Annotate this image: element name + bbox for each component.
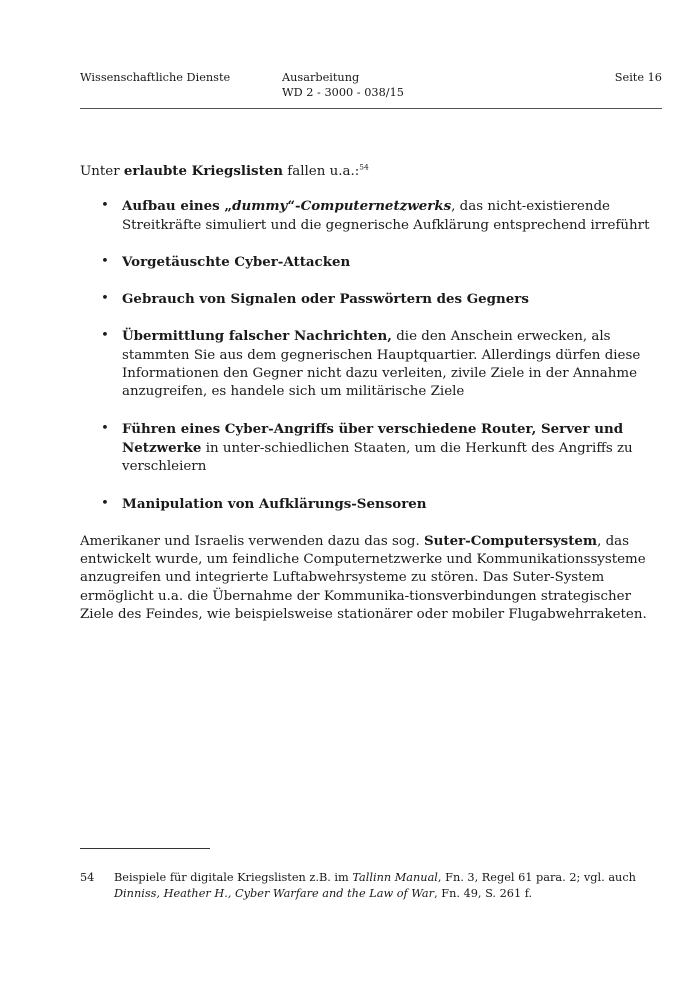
footnote-part: , Fn. 3, Regel 61 para. 2; vgl. auch (437, 871, 636, 884)
bullet-marker: • (101, 198, 109, 214)
list-item (80, 290, 665, 309)
bullet-marker: • (101, 420, 109, 436)
list-item-bold: Manipulation von Aufklärungs-Sensoren (122, 495, 427, 512)
kriegslisten-list (80, 197, 665, 514)
list-item-bold: Führen eines Cyber-Angriffs über verschiedene Router, Server und Netzwerke (122, 420, 624, 456)
list-item-bold: Gebrauch von Signalen oder Passwörtern des Gegners (122, 291, 529, 308)
footnote-part: Beispiele für digitale Kriegslisten z.B. im (114, 871, 353, 884)
list-item-bold: “- (287, 198, 301, 215)
header-doc-type: Ausarbeitung (282, 71, 360, 84)
list-item-text: die den Anschein erwecken, als stammten Sie aus dem gegnerischen Hauptquartier. Allerdings dürfen diese Informationen den Gegner nicht dazu verleiten, zivile Ziele in der Annahme anzugreifen, es handele sich um militärische Ziele (122, 329, 641, 400)
header-department: Wissenschaftliche Dienste (80, 71, 231, 84)
intro-post: fallen u.a.: (283, 164, 360, 179)
footnote-separator (80, 848, 210, 849)
page-header (80, 70, 662, 110)
header-page-number: Seite 16 (614, 71, 662, 84)
list-item-bold-italic: dummy (232, 198, 288, 215)
footnote-italic: Tallinn Manual (352, 871, 438, 884)
paragraph-pre: Amerikaner und Israelis verwenden dazu das sog. (80, 533, 424, 549)
intro-bold: erlaubte Kriegslisten (123, 163, 284, 179)
list-item-bold: Übermittlung falscher Nachrichten, (122, 328, 392, 345)
footnote-ref[interactable]: 54 (359, 162, 369, 172)
bullet-marker: • (101, 328, 109, 344)
header-document (282, 70, 404, 100)
intro-pre: Unter (80, 164, 124, 179)
intro-line (80, 162, 665, 181)
list-item (80, 253, 665, 272)
list-item-text: , das nicht-existierende Streitkräfte simuliert und die gegnerische Aufklärung entsprechend irreführt (122, 199, 650, 233)
bullet-marker: • (101, 253, 109, 269)
footnote (80, 870, 665, 901)
paragraph-post: , das entwickelt wurde, um feindliche Computernetzwerke und Kommunikationssysteme anzugreifen und integrierte Luftabwehrsysteme zu stören. Das Suter-System ermöglicht u.a. die Übernahme der Kommunika-tionsverbindungen strategischer Ziele des Feindes, wie beispielsweise stationärer oder mobiler Flugabwehrraketen. (80, 533, 647, 623)
list-item (80, 327, 665, 401)
header-doc-number: WD 2 - 3000 - 038/15 (282, 86, 404, 99)
list-item (80, 420, 665, 477)
main-content (80, 162, 665, 624)
footnote-part: , Fn. 49, S. 261 f. (434, 886, 533, 900)
list-item (80, 495, 665, 514)
footnote-italic: Dinniss, Heather H., Cyber Warfare and the Law of War (114, 886, 435, 900)
bullet-marker: • (101, 495, 109, 511)
paragraph-bold: Suter-Computersystem (424, 532, 598, 549)
footnote-text (114, 870, 665, 901)
list-item-bold: Aufbau eines „ (122, 198, 233, 215)
header-rule (80, 108, 662, 109)
list-item-bold-italic: Computernetzwerks (300, 198, 452, 215)
list-item-text: in unter-schiedlichen Staaten, um die Herkunft des Angriffs zu verschleiern (122, 440, 633, 475)
footnote-number: 54 (80, 871, 95, 884)
body-paragraph (80, 532, 665, 624)
bullet-marker: • (101, 291, 109, 307)
list-item-bold: Vorgetäuschte Cyber-Attacken (122, 253, 351, 270)
list-item (80, 197, 665, 235)
